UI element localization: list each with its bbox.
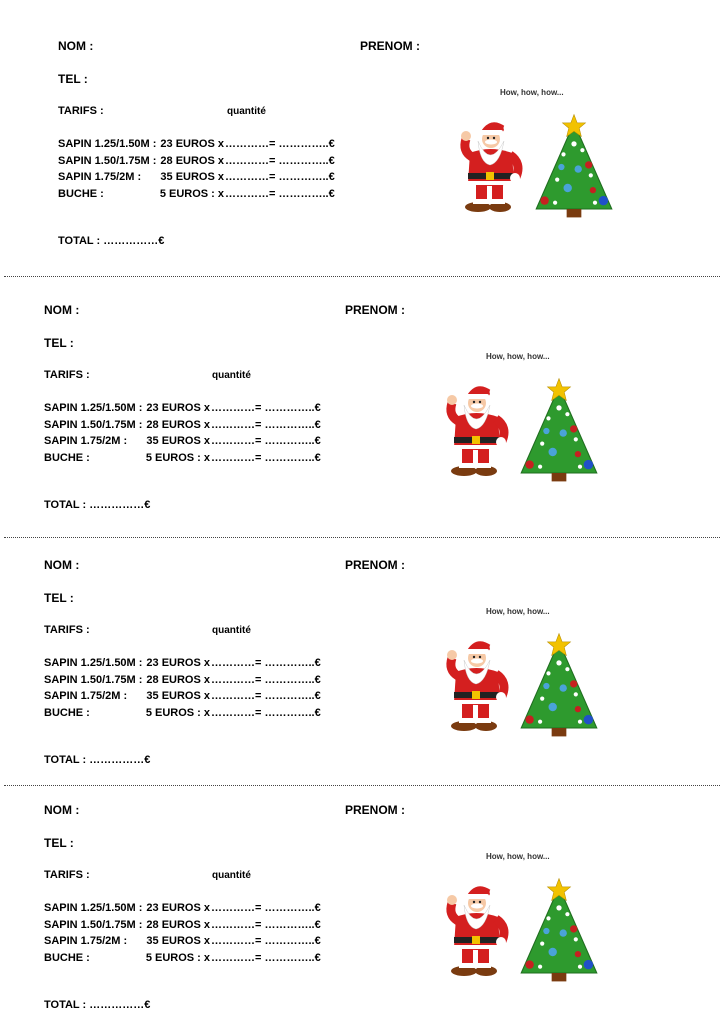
order-coupon-2 [0,264,724,514]
item-fill-line: …………= …………..€ [225,171,335,183]
prenom-label: PRENOM : [360,39,420,53]
price-row [44,900,344,917]
item-price: 5 EUROS : x [145,951,210,964]
price-row [44,688,344,705]
item-fill-line: …………= …………..€ [211,918,321,931]
christmas-tree-illustration [517,631,601,741]
price-row [44,433,344,450]
item-name: SAPIN 1.50/1.75M : [44,418,143,431]
nom-label: NOM : [44,558,80,572]
item-price: 35 EUROS x [146,935,210,947]
price-row [44,672,344,689]
price-row [44,417,344,434]
item-name: SAPIN 1.25/1.50M : [44,402,143,414]
item-price: 23 EUROS x [146,902,210,914]
price-row [44,705,344,722]
item-price: 28 EUROS x [146,418,210,431]
christmas-tree-illustration [517,876,601,986]
item-name: SAPIN 1.50/1.75M : [44,673,143,686]
item-price: 28 EUROS x [146,673,210,686]
santa-illustration [442,382,512,484]
quantite-label: quantité [212,870,251,881]
total-label: TOTAL : ……………€ [58,235,165,247]
item-fill-line: …………= …………..€ [211,690,321,702]
christmas-tree-illustration [517,376,601,486]
item-name: SAPIN 1.25/1.50M : [58,138,157,150]
item-name: SAPIN 1.75/2M : [44,935,128,947]
item-name: SAPIN 1.75/2M : [44,690,128,702]
item-name: BUCHE : [58,187,104,200]
tarifs-label: TARIFS : [58,105,104,117]
item-name: BUCHE : [44,451,90,464]
price-row [44,450,344,467]
prenom-label: PRENOM : [345,303,405,317]
item-price: 5 EUROS : x [159,187,224,200]
how-how-caption: How, how, how... [500,88,564,97]
item-fill-line: …………= …………..€ [211,951,321,964]
item-price: 35 EUROS x [146,435,210,447]
item-fill-line: …………= …………..€ [225,187,335,200]
total-label: TOTAL : ……………€ [44,754,151,766]
item-price: 23 EUROS x [146,657,210,669]
quantite-label: quantité [227,106,266,117]
tel-label: TEL : [44,336,74,350]
item-price: 5 EUROS : x [145,451,210,464]
item-name: SAPIN 1.25/1.50M : [44,657,143,669]
order-coupon-1 [0,0,724,250]
tel-label: TEL : [58,72,88,86]
item-fill-line: …………= …………..€ [211,902,321,914]
how-how-caption: How, how, how... [486,607,550,616]
tel-label: TEL : [44,836,74,850]
price-row [58,153,358,170]
prenom-label: PRENOM : [345,558,405,572]
tarifs-label: TARIFS : [44,869,90,881]
item-name: SAPIN 1.75/2M : [58,171,142,183]
item-fill-line: …………= …………..€ [211,935,321,947]
price-row [58,186,358,203]
item-price: 28 EUROS x [146,918,210,931]
item-fill-line: …………= …………..€ [211,402,321,414]
item-fill-line: …………= …………..€ [211,657,321,669]
item-fill-line: …………= …………..€ [211,451,321,464]
santa-illustration [442,637,512,739]
how-how-caption: How, how, how... [486,852,550,861]
item-fill-line: …………= …………..€ [211,418,321,431]
price-list [58,136,358,202]
quantite-label: quantité [212,370,251,381]
item-price: 28 EUROS x [160,154,224,167]
price-row [44,400,344,417]
christmas-tree-illustration [532,112,616,222]
tel-label: TEL : [44,591,74,605]
price-row [44,950,344,967]
price-row [58,136,358,153]
item-fill-line: …………= …………..€ [225,138,335,150]
tarifs-label: TARIFS : [44,369,90,381]
price-row [44,655,344,672]
prenom-label: PRENOM : [345,803,405,817]
item-fill-line: …………= …………..€ [225,154,335,167]
price-row [44,933,344,950]
how-how-caption: How, how, how... [486,352,550,361]
nom-label: NOM : [44,803,80,817]
item-name: SAPIN 1.50/1.75M : [44,918,143,931]
item-name: SAPIN 1.25/1.50M : [44,902,143,914]
price-row [44,917,344,934]
santa-illustration [442,882,512,984]
item-name: BUCHE : [44,951,90,964]
item-fill-line: …………= …………..€ [211,706,321,719]
item-price: 35 EUROS x [160,171,224,183]
santa-illustration [456,118,526,220]
item-price: 35 EUROS x [146,690,210,702]
quantite-label: quantité [212,625,251,636]
order-coupon-3 [0,519,724,769]
item-fill-line: …………= …………..€ [211,673,321,686]
tarifs-label: TARIFS : [44,624,90,636]
item-price: 23 EUROS x [160,138,224,150]
item-fill-line: …………= …………..€ [211,435,321,447]
item-price: 23 EUROS x [146,402,210,414]
nom-label: NOM : [58,39,94,53]
price-row [58,169,358,186]
order-coupon-4 [0,764,724,1014]
item-price: 5 EUROS : x [145,706,210,719]
nom-label: NOM : [44,303,80,317]
total-label: TOTAL : ……………€ [44,499,151,511]
price-list [44,400,344,466]
item-name: SAPIN 1.75/2M : [44,435,128,447]
item-name: SAPIN 1.50/1.75M : [58,154,157,167]
price-list [44,900,344,966]
item-name: BUCHE : [44,706,90,719]
price-list [44,655,344,721]
total-label: TOTAL : ……………€ [44,999,151,1011]
